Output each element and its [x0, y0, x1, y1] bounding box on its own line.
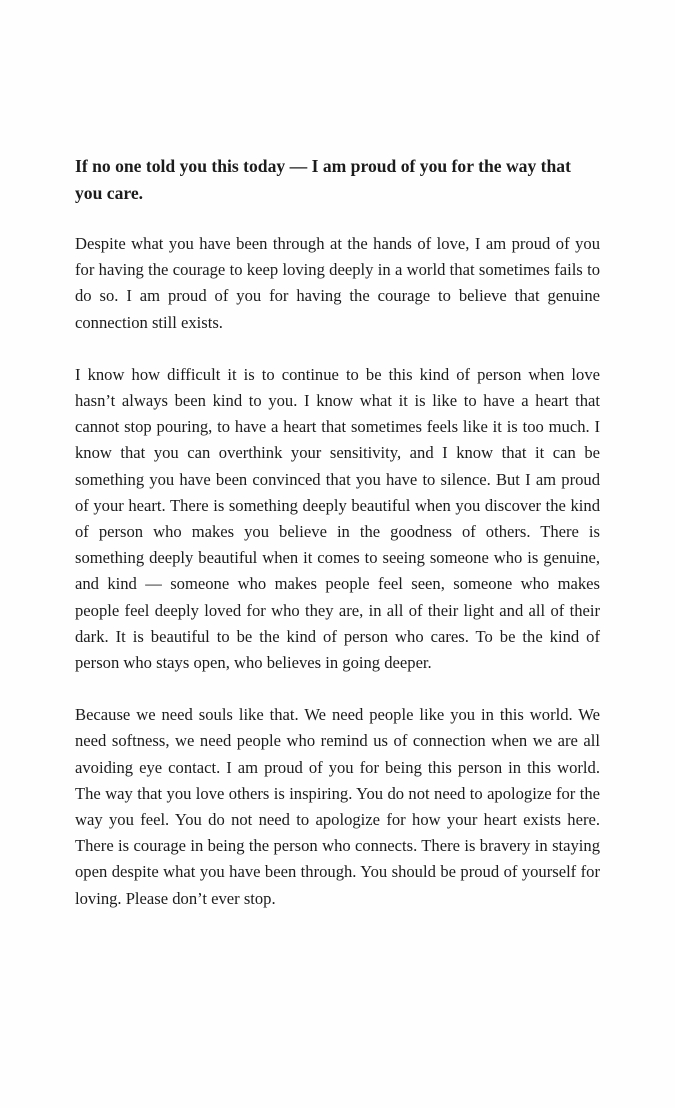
document-body: [75, 153, 600, 912]
paragraph-1: Despite what you have been through at the hands of love, I am proud of you for having the courage to keep loving deeply in a world that sometimes fails to do so. I am proud of you for having the courage to believe that genuine connection still exists.: [75, 234, 600, 332]
paragraph-3: Because we need souls like that. We need people like you in this world. We need softness, we need people who remind us of connection when we are all avoiding eye contact. I am proud of you for being this person in this world. The way that you love others is inspiring. You do not need to apologize for the way you feel. You do not need to apologize for how your heart exists here. There is courage in being the person who connects. There is bravery in staying open despite what you have been through. You should be proud of yourself for loving. Please don’t ever stop.: [75, 705, 600, 908]
paragraph-2: I know how difficult it is to continue to be this kind of person when love hasn’t always been kind to you. I know what it is like to have a heart that cannot stop pouring, to have a heart that sometimes feels like it is too much. I know that you can overthink your sensitivity, and I know that it can be something you have been convinced that you have to silence. But I am proud of your heart. There is something deeply beautiful when you discover the kind of person who makes you believe in the goodness of others. There is something deeply beautiful when it comes to seeing someone who is genuine, and kind — someone who makes people feel seen, someone who makes people feel deeply loved for who they are, in all of their light and all of their dark. It is beautiful to be the kind of person who cares. To be the kind of person who stays open, who believes in going deeper.: [75, 364, 600, 673]
document-title: If no one told you this today — I am proud of you for the way that you care.: [75, 156, 571, 203]
